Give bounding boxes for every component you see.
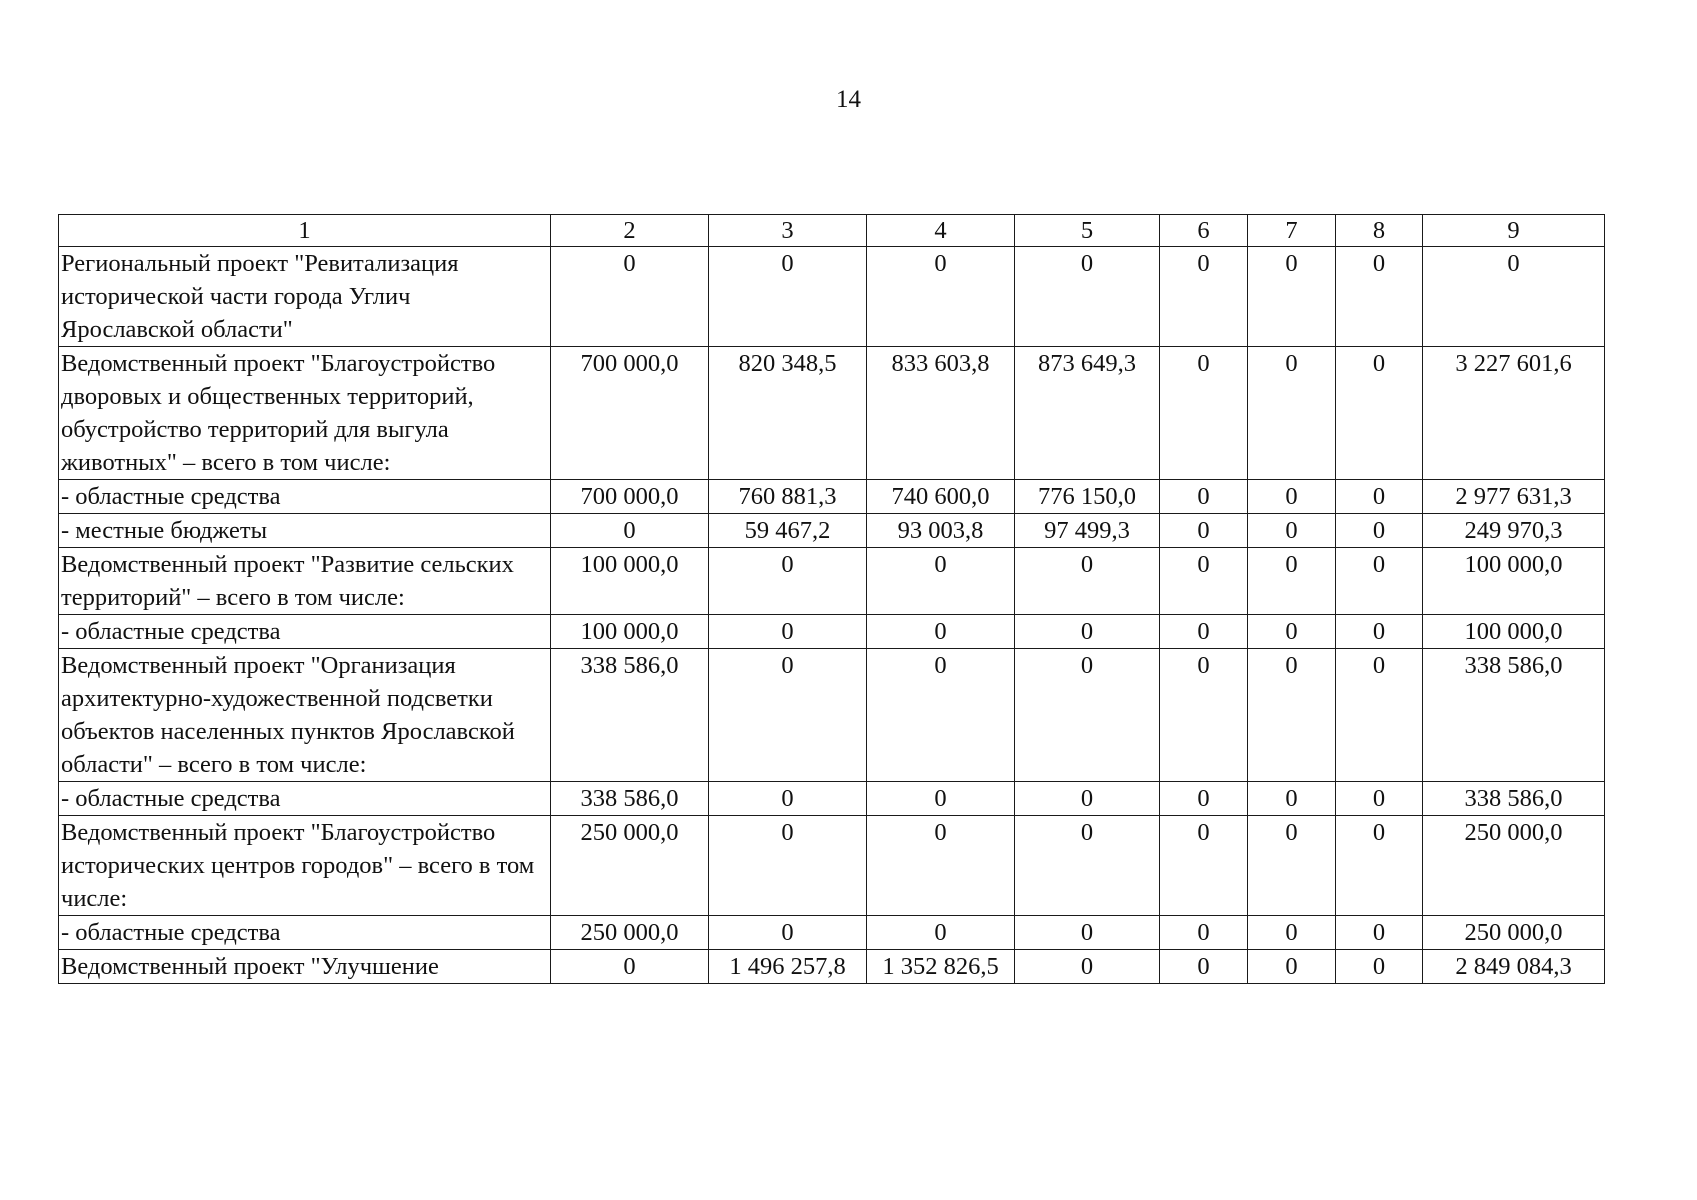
row-label: - местные бюджеты [59,514,551,548]
table-cell: 0 [709,782,867,816]
table-cell: 338 586,0 [1423,782,1605,816]
table-cell: 0 [1015,782,1160,816]
table-cell: 0 [1015,548,1160,615]
table-cell: 700 000,0 [551,347,709,480]
table-cell: 776 150,0 [1015,480,1160,514]
table-row [59,347,1605,480]
table-cell: 0 [1248,347,1336,480]
table-cell: 0 [1248,615,1336,649]
table-cell: 0 [1160,548,1248,615]
table-row [59,816,1605,916]
table-cell: 0 [709,916,867,950]
table-cell: 97 499,3 [1015,514,1160,548]
table-cell: 0 [1160,649,1248,782]
table-cell: 1 352 826,5 [867,950,1015,984]
table-cell: 0 [1336,649,1423,782]
table-cell: 0 [1160,782,1248,816]
table-cell: 0 [867,548,1015,615]
row-label: Ведомственный проект "Улучшение [59,950,551,984]
table-cell: 0 [1336,247,1423,347]
table-cell: 0 [1015,816,1160,916]
table-cell: 0 [867,649,1015,782]
row-label: Ведомственный проект "Благоустройство исторических центров городов" – всего в том числе: [59,816,551,916]
row-label: - областные средства [59,916,551,950]
table-cell: 0 [1160,916,1248,950]
table-row [59,782,1605,816]
table-cell: 0 [1248,782,1336,816]
financing-table [58,214,1605,984]
table-row [59,916,1605,950]
table-cell: 100 000,0 [1423,615,1605,649]
table-cell: 0 [867,782,1015,816]
column-header: 8 [1336,215,1423,247]
page-number: 14 [836,86,861,113]
table-cell: 0 [1336,615,1423,649]
table-cell: 100 000,0 [551,548,709,615]
table-cell: 0 [1336,782,1423,816]
table-cell: 0 [867,916,1015,950]
table-cell: 760 881,3 [709,480,867,514]
table-cell: 0 [1248,816,1336,916]
table-cell: 0 [1160,247,1248,347]
table-header-row [59,215,1605,247]
table-cell: 250 000,0 [1423,816,1605,916]
table-cell: 100 000,0 [1423,548,1605,615]
table-cell: 0 [1015,615,1160,649]
table-cell: 0 [551,514,709,548]
row-label: Ведомственный проект "Развитие сельских территорий" – всего в том числе: [59,548,551,615]
table-cell: 100 000,0 [551,615,709,649]
column-header: 5 [1015,215,1160,247]
table-cell: 0 [1248,480,1336,514]
column-header: 6 [1160,215,1248,247]
table-cell: 0 [1015,950,1160,984]
table-cell: 0 [1336,514,1423,548]
table-cell: 0 [867,615,1015,649]
table-cell: 250 000,0 [551,816,709,916]
table-cell: 250 000,0 [551,916,709,950]
table-cell: 0 [551,950,709,984]
row-label: - областные средства [59,480,551,514]
table-cell: 2 849 084,3 [1423,950,1605,984]
table-cell: 833 603,8 [867,347,1015,480]
row-label: Ведомственный проект "Организация архитектурно-художественной подсветки объектов населенных пунктов Ярославской области" – всего в том числе: [59,649,551,782]
table-cell: 0 [867,816,1015,916]
column-header: 4 [867,215,1015,247]
table-cell: 0 [1248,950,1336,984]
table-cell: 0 [1336,347,1423,480]
table-cell: 0 [1015,916,1160,950]
table-cell: 0 [1336,950,1423,984]
table-cell: 338 586,0 [551,649,709,782]
table-cell: 0 [1423,247,1605,347]
row-label: Ведомственный проект "Благоустройство дворовых и общественных территорий, обустройство территорий для выгула животных" – всего в том числе: [59,347,551,480]
table-cell: 0 [1248,916,1336,950]
table-cell: 0 [709,816,867,916]
table-cell: 0 [1160,347,1248,480]
table-cell: 1 496 257,8 [709,950,867,984]
table-row [59,649,1605,782]
table-cell: 0 [1160,615,1248,649]
table-cell: 59 467,2 [709,514,867,548]
row-label: - областные средства [59,782,551,816]
table-row [59,615,1605,649]
table-cell: 338 586,0 [551,782,709,816]
table-row [59,247,1605,347]
table-cell: 0 [1336,816,1423,916]
table-cell: 250 000,0 [1423,916,1605,950]
table-cell: 820 348,5 [709,347,867,480]
column-header: 3 [709,215,867,247]
table-cell: 0 [1160,514,1248,548]
row-label: - областные средства [59,615,551,649]
table-cell: 740 600,0 [867,480,1015,514]
table-row [59,514,1605,548]
table-cell: 93 003,8 [867,514,1015,548]
table-cell: 0 [551,247,709,347]
row-label: Региональный проект "Ревитализация исторической части города Углич Ярославской области" [59,247,551,347]
table-cell: 0 [709,247,867,347]
table-cell: 0 [709,649,867,782]
table-row [59,480,1605,514]
table-cell: 0 [1015,247,1160,347]
table-cell: 0 [1336,548,1423,615]
table-cell: 0 [1160,480,1248,514]
column-header: 2 [551,215,709,247]
table-cell: 0 [1248,649,1336,782]
table-row [59,548,1605,615]
table-cell: 0 [1160,816,1248,916]
table-cell: 0 [1248,247,1336,347]
table-cell: 3 227 601,6 [1423,347,1605,480]
column-header: 9 [1423,215,1605,247]
table-cell: 0 [1248,514,1336,548]
table-cell: 338 586,0 [1423,649,1605,782]
table-cell: 0 [709,615,867,649]
table-cell: 873 649,3 [1015,347,1160,480]
column-header: 7 [1248,215,1336,247]
table-cell: 2 977 631,3 [1423,480,1605,514]
table-cell: 0 [1160,950,1248,984]
table-cell: 249 970,3 [1423,514,1605,548]
table-cell: 0 [1336,916,1423,950]
table-cell: 0 [867,247,1015,347]
column-header: 1 [59,215,551,247]
table-cell: 0 [1248,548,1336,615]
table-cell: 0 [709,548,867,615]
table-cell: 0 [1336,480,1423,514]
table-row [59,950,1605,984]
table-cell: 700 000,0 [551,480,709,514]
table-cell: 0 [1015,649,1160,782]
